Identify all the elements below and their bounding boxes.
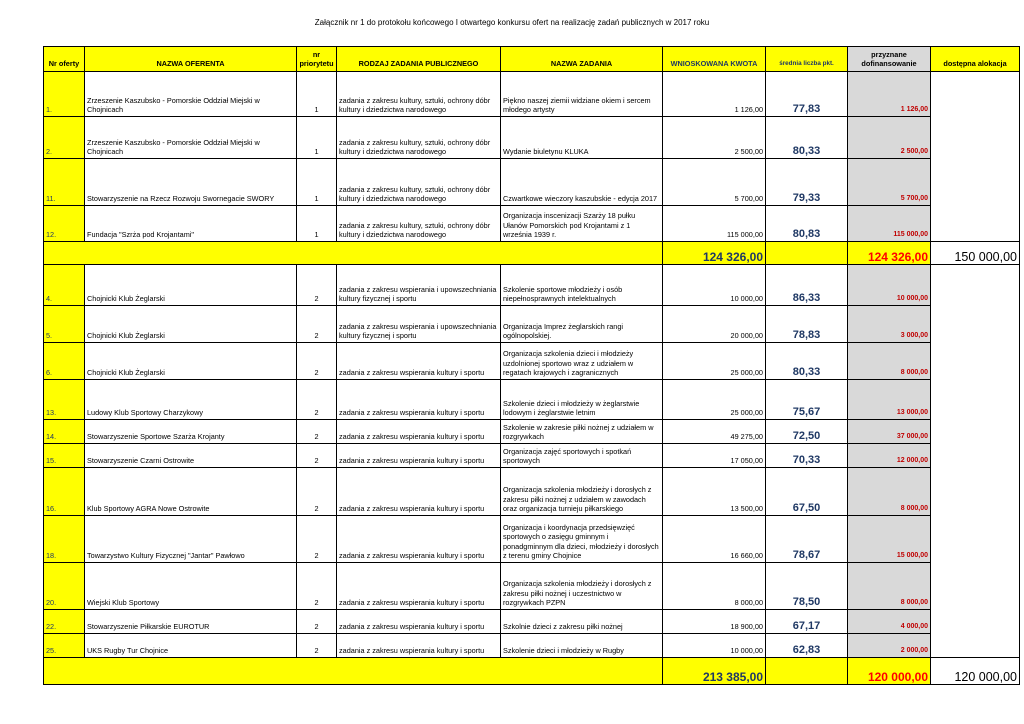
- requested-amount: 13 500,00: [663, 468, 766, 516]
- header-nr-priorytetu: [297, 47, 337, 72]
- offerent-name: Stowarzyszenie Piłkarskie EUROTUR: [85, 610, 297, 634]
- table-row: [44, 306, 1020, 343]
- requested-amount: 18 900,00: [663, 610, 766, 634]
- header-nr-priorytetu-line1: nr: [312, 49, 321, 59]
- offer-number: 13.: [44, 380, 85, 420]
- offerent-name: Zrzeszenie Kaszubsko - Pomorskie Oddział Miejski w Chojnicach: [85, 117, 297, 159]
- sum-requested-amount: 124 326,00: [663, 242, 766, 265]
- task-type: zadania z zakresu wspierania kultury i sportu: [337, 420, 501, 444]
- requested-amount: 115 000,00: [663, 206, 766, 242]
- awarded-amount: 3 000,00: [848, 306, 931, 343]
- offerent-name: Klub Sportowy AGRA Nowe Ostrowite: [85, 468, 297, 516]
- offerent-name: Stowarzyszenie Sportowe Szarża Krojanty: [85, 420, 297, 444]
- average-score: 77,83: [766, 72, 848, 117]
- average-score: 78,50: [766, 563, 848, 610]
- awarded-amount: 8 000,00: [848, 343, 931, 380]
- task-type: zadania z zakresu wspierania kultury i sportu: [337, 516, 501, 563]
- table-row: [44, 380, 1020, 420]
- task-name: Szkolenie dzieci i młodzieży w Rugby: [501, 634, 663, 658]
- allocation-cell: [931, 444, 1020, 468]
- task-type: zadania z zakresu wspierania kultury i sportu: [337, 343, 501, 380]
- priority-number: 1: [297, 72, 337, 117]
- table-row: [44, 72, 1020, 117]
- offerent-name: UKS Rugby Tur Chojnice: [85, 634, 297, 658]
- allocation-cell: [931, 380, 1020, 420]
- offerent-name: Ludowy Klub Sportowy Charzykowy: [85, 380, 297, 420]
- average-score: 75,67: [766, 380, 848, 420]
- available-allocation: 150 000,00: [931, 242, 1020, 265]
- table-row: [44, 468, 1020, 516]
- allocation-cell: [931, 563, 1020, 610]
- priority-number: 2: [297, 563, 337, 610]
- available-allocation: 120 000,00: [931, 658, 1020, 685]
- task-type: zadania z zakresu wspierania kultury i sportu: [337, 444, 501, 468]
- allocation-cell: [931, 610, 1020, 634]
- offer-number: 14.: [44, 420, 85, 444]
- priority-number: 2: [297, 306, 337, 343]
- table-row: [44, 265, 1020, 306]
- allocation-cell: [931, 206, 1020, 242]
- task-type: zadania z zakresu wspierania kultury i sportu: [337, 634, 501, 658]
- offer-number: 11.: [44, 159, 85, 206]
- allocation-cell: [931, 117, 1020, 159]
- priority-number: 1: [297, 159, 337, 206]
- task-name: Organizacja Imprez żeglarskich rangi ogólnopolskiej.: [501, 306, 663, 343]
- offerent-name: Stowarzyszenie na Rzecz Rozwoju Swornegacie SWORY: [85, 159, 297, 206]
- sum-awarded-amount: 120 000,00: [848, 658, 931, 685]
- awarded-amount: 8 000,00: [848, 563, 931, 610]
- table-row: [44, 516, 1020, 563]
- sum-requested-amount: 213 385,00: [663, 658, 766, 685]
- table-row: [44, 117, 1020, 159]
- task-name: Organizacja zajęć sportowych i spotkań sportowych: [501, 444, 663, 468]
- priority-number: 2: [297, 420, 337, 444]
- header-przyznane: [848, 47, 931, 72]
- awarded-amount: 10 000,00: [848, 265, 931, 306]
- allocation-cell: [931, 420, 1020, 444]
- task-type: zadania z zakresu kultury, sztuki, ochrony dóbr kultury i dziedzictwa narodowego: [337, 206, 501, 242]
- requested-amount: 5 700,00: [663, 159, 766, 206]
- awarded-amount: 115 000,00: [848, 206, 931, 242]
- awarded-amount: 2 000,00: [848, 634, 931, 658]
- task-name: Organizacja szkolenia młodzieży i dorosłych z zakresu piłki nożnej z udziałem w zawodach oraz organizacja turnieju piłkarskiego: [501, 468, 663, 516]
- average-score: 80,33: [766, 343, 848, 380]
- allocation-cell: [931, 72, 1020, 117]
- task-name: Szkolenie dzieci i młodzieży w żeglarstwie lodowym i żeglarstwie letnim: [501, 380, 663, 420]
- task-type: zadania z zakresu wspierania kultury i sportu: [337, 610, 501, 634]
- awarded-amount: 8 000,00: [848, 468, 931, 516]
- requested-amount: 10 000,00: [663, 634, 766, 658]
- priority-number: 2: [297, 343, 337, 380]
- offerent-name: Chojnicki Klub Żeglarski: [85, 306, 297, 343]
- allocation-cell: [931, 306, 1020, 343]
- awarded-amount: 1 126,00: [848, 72, 931, 117]
- task-type: zadania z zakresu kultury, sztuki, ochrony dóbr kultury i dziedzictwa narodowego: [337, 72, 501, 117]
- task-name: Organizacja inscenizacji Szarży 18 pułku Ułanów Pomorskich pod Krojantami z 1 września 1939 r.: [501, 206, 663, 242]
- average-score: 67,17: [766, 610, 848, 634]
- task-type: zadania z zakresu wspierania kultury i sportu: [337, 468, 501, 516]
- document-title: Załącznik nr 1 do protokołu końcowego I otwartego konkursu ofert na realizację zadań publicznych w 2017 roku: [314, 18, 710, 27]
- sum-score-blank: [766, 242, 848, 265]
- offer-number: 12.: [44, 206, 85, 242]
- priority-number: 2: [297, 516, 337, 563]
- offer-number: 16.: [44, 468, 85, 516]
- sum-score-blank: [766, 658, 848, 685]
- offerent-name: Towarzystwo Kultury Fizycznej "Jantar" Pawłowo: [85, 516, 297, 563]
- header-rodzaj-zadania: RODZAJ ZADANIA PUBLICZNEGO: [337, 47, 501, 72]
- header-nazwa-oferenta: NAZWA OFERENTA: [85, 47, 297, 72]
- requested-amount: 16 660,00: [663, 516, 766, 563]
- task-type: zadania z zakresu wspierania kultury i sportu: [337, 563, 501, 610]
- task-name: Szkolenie w zakresie piłki nożnej z udziałem w rozgrywkach: [501, 420, 663, 444]
- task-type: zadania z zakresu kultury, sztuki, ochrony dóbr kultury i dziedzictwa narodowego: [337, 159, 501, 206]
- requested-amount: 10 000,00: [663, 265, 766, 306]
- sum-row: [44, 658, 1020, 685]
- table-row: [44, 444, 1020, 468]
- requested-amount: 17 050,00: [663, 444, 766, 468]
- offer-number: 22.: [44, 610, 85, 634]
- priority-number: 2: [297, 444, 337, 468]
- average-score: 62,83: [766, 634, 848, 658]
- offer-number: 15.: [44, 444, 85, 468]
- requested-amount: 49 275,00: [663, 420, 766, 444]
- average-score: 67,50: [766, 468, 848, 516]
- awarded-amount: 12 000,00: [848, 444, 931, 468]
- requested-amount: 8 000,00: [663, 563, 766, 610]
- offer-number: 20.: [44, 563, 85, 610]
- table-row: [44, 159, 1020, 206]
- requested-amount: 2 500,00: [663, 117, 766, 159]
- header-nr-oferty: Nr oferty: [44, 47, 85, 72]
- offer-number: 5.: [44, 306, 85, 343]
- task-name: Wydanie biuletynu KLUKA: [501, 117, 663, 159]
- task-name: Czwartkowe wieczory kaszubskie - edycja 2017: [501, 159, 663, 206]
- task-type: zadania z zakresu wspierania kultury i sportu: [337, 380, 501, 420]
- awarded-amount: 2 500,00: [848, 117, 931, 159]
- priority-number: 2: [297, 468, 337, 516]
- header-dostepna-alokacja: dostępna alokacja: [931, 47, 1020, 72]
- table-row: [44, 610, 1020, 634]
- allocation-cell: [931, 516, 1020, 563]
- awarded-amount: 5 700,00: [848, 159, 931, 206]
- awarded-amount: 13 000,00: [848, 380, 931, 420]
- average-score: 80,33: [766, 117, 848, 159]
- task-name: Szkolnie dzieci z zakresu piłki nożnej: [501, 610, 663, 634]
- table-row: [44, 634, 1020, 658]
- priority-number: 2: [297, 634, 337, 658]
- task-type: zadania z zakresu kultury, sztuki, ochrony dóbr kultury i dziedzictwa narodowego: [337, 117, 501, 159]
- offerent-name: Zrzeszenie Kaszubsko - Pomorskie Oddział Miejski w Chojnicach: [85, 72, 297, 117]
- average-score: 86,33: [766, 265, 848, 306]
- priority-number: 2: [297, 610, 337, 634]
- offer-number: 2.: [44, 117, 85, 159]
- offer-number: 1.: [44, 72, 85, 117]
- average-score: 80,83: [766, 206, 848, 242]
- priority-number: 1: [297, 117, 337, 159]
- average-score: 70,33: [766, 444, 848, 468]
- allocation-cell: [931, 159, 1020, 206]
- sum-row: [44, 242, 1020, 265]
- header-row: [44, 47, 1020, 72]
- offerent-name: Chojnicki Klub Żeglarski: [85, 343, 297, 380]
- header-przyznane-line1: przyznane: [871, 49, 907, 59]
- offerent-name: Chojnicki Klub Żeglarski: [85, 265, 297, 306]
- header-wnioskowana-kwota: WNIOSKOWANA KWOTA: [663, 47, 766, 72]
- awarded-amount: 4 000,00: [848, 610, 931, 634]
- task-name: Szkolenie sportowe młodzieży i osób niepełnosprawnych intelektualnych: [501, 265, 663, 306]
- task-name: Organizacja szkolenia dzieci i młodzieży uzdolnionej sportowo wraz z udziałem w regatach krajowych i zagranicznych: [501, 343, 663, 380]
- sum-row-label-area: [44, 242, 663, 265]
- requested-amount: 1 126,00: [663, 72, 766, 117]
- task-name: Organizacja szkolenia młodzieży i dorosłych z zakresu piłki nożnej i uczestnictwo w rozgrywkach PZPN: [501, 563, 663, 610]
- allocation-cell: [931, 265, 1020, 306]
- offer-number: 6.: [44, 343, 85, 380]
- average-score: 78,67: [766, 516, 848, 563]
- requested-amount: 25 000,00: [663, 380, 766, 420]
- sum-row-label-area: [44, 658, 663, 685]
- requested-amount: 20 000,00: [663, 306, 766, 343]
- offer-number: 4.: [44, 265, 85, 306]
- header-srednia-pkt: średnia liczba pkt.: [766, 47, 848, 72]
- priority-number: 2: [297, 380, 337, 420]
- requested-amount: 25 000,00: [663, 343, 766, 380]
- allocation-cell: [931, 468, 1020, 516]
- header-nazwa-zadania: NAZWA ZADANIA: [501, 47, 663, 72]
- header-przyznane-line2: dofinansowanie: [861, 59, 917, 69]
- offer-number: 18.: [44, 516, 85, 563]
- table-row: [44, 420, 1020, 444]
- awarded-amount: 15 000,00: [848, 516, 931, 563]
- table-row: [44, 206, 1020, 242]
- offerent-name: Fundacja "Szrża pod Krojantami": [85, 206, 297, 242]
- offerent-name: Wiejski Klub Sportowy: [85, 563, 297, 610]
- priority-number: 1: [297, 206, 337, 242]
- offer-number: 25.: [44, 634, 85, 658]
- priority-number: 2: [297, 265, 337, 306]
- header-nr-priorytetu-line2: priorytetu: [299, 59, 334, 69]
- average-score: 78,83: [766, 306, 848, 343]
- table-row: [44, 343, 1020, 380]
- sum-awarded-amount: 124 326,00: [848, 242, 931, 265]
- table-row: [44, 563, 1020, 610]
- average-score: 79,33: [766, 159, 848, 206]
- allocation-cell: [931, 634, 1020, 658]
- allocation-cell: [931, 343, 1020, 380]
- task-name: Organizacja i koordynacja przedsięwzięć sportowych o zasięgu gminnym i ponadgminnym dla dzieci, młodzieży i dorosłych z terenu gminy Chojnice: [501, 516, 663, 563]
- offers-table: [43, 46, 1020, 685]
- task-type: zadania z zakresu wspierania i upowszechniania kultury fizycznej i sportu: [337, 265, 501, 306]
- average-score: 72,50: [766, 420, 848, 444]
- task-type: zadania z zakresu wspierania i upowszechniania kultury fizycznej i sportu: [337, 306, 501, 343]
- awarded-amount: 37 000,00: [848, 420, 931, 444]
- task-name: Piękno naszej ziemii widziane okiem i sercem młodego artysty: [501, 72, 663, 117]
- offerent-name: Stowarzyszenie Czarni Ostrowite: [85, 444, 297, 468]
